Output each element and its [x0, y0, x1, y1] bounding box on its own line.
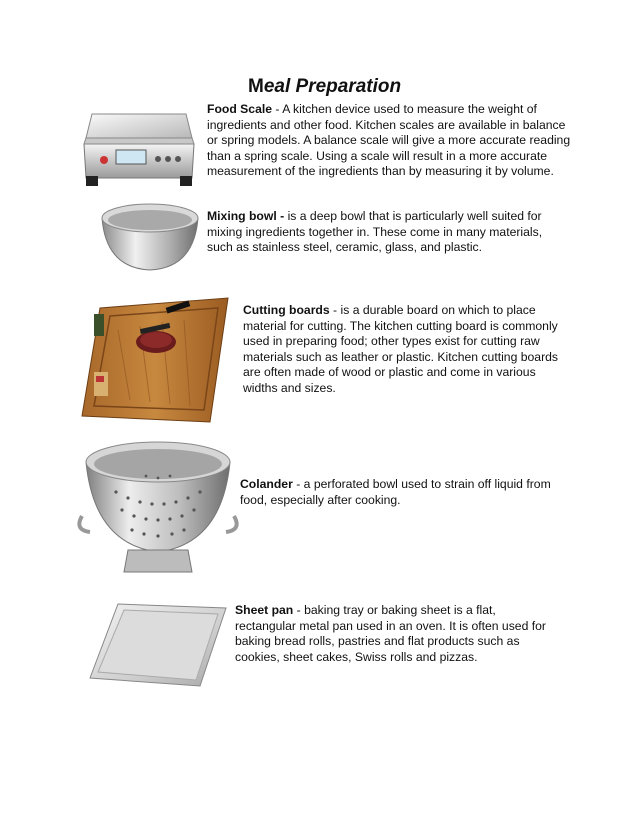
cutting-boards-term: Cutting boards — [243, 303, 330, 317]
mixing-bowl-text: is a deep bowl that is particularly well suited for mixing ingredients together in. These come in many materials, such as stainless steel, ceramic, glass, and plastic. — [207, 209, 543, 255]
item-sheet-pan: Sheet pan - baking tray or baking sheet is a flat, rectangular metal pan used in an oven. It is often used for baking bread rolls, pastries and flat products such as cookies, sheet cakes, Swiss rolls and pizzas. — [235, 603, 546, 664]
item-cutting-boards: Cutting boards - is a durable board on which to place material for cutting. The kitchen cutting board is commonly used in preparing food; other types exist for cutting raw materials such as leather or plastic. Kitchen cutting boards are often made of wood or plastic and come in various widths and sizes. — [243, 303, 559, 395]
colander-text: a perforated bowl used to strain off liquid from food, especially after cooking. — [240, 477, 551, 507]
food-scale-text: A kitchen device used to measure the weight of ingredients and other food. Kitchen scales are available in balance or spring models. A balance scale will give a more accurate reading than a spring scale. Using a scale will result in a more accurate measurement of the ingredients than by measuring it by volume. — [207, 102, 571, 179]
mixing-bowl-term: Mixing bowl - — [207, 209, 285, 223]
item-mixing-bowl — [207, 209, 552, 256]
colander-term: Colander — [240, 477, 293, 491]
mixing-bowl-illustration — [96, 198, 204, 276]
food-scale-illustration — [78, 104, 202, 190]
item-colander: Colander - a perforated bowl used to strain off liquid from food, especially after cooking. — [240, 477, 551, 507]
page-title — [248, 76, 401, 98]
sheet-pan-illustration — [88, 598, 228, 690]
item-food-scale: Food Scale - A kitchen device used to measure the weight of ingredients and other food. Kitchen scales are available in balance or spring models. A balance scale will give a more accurate reading than a spring scale. Using a scale will result in a more accurate measurement of the ingredients than by measuring it by volume. — [207, 102, 571, 179]
sheet-pan-term: Sheet pan — [235, 603, 294, 617]
page-title-rest: eal Preparation — [263, 76, 402, 97]
cutting-board-illustration — [80, 290, 230, 430]
colander-illustration — [76, 434, 240, 576]
food-scale-term: Food Scale — [207, 102, 273, 116]
page-title-initial: M — [248, 76, 264, 97]
cutting-boards-text: is a durable board on which to place material for cutting. The kitchen cutting board is commonly used in preparing food; other types exist for cutting raw materials such as leather or plastic. Kitchen cutting boards are often made of wood or plastic and come in various widths and sizes. — [243, 303, 559, 395]
sheet-pan-text: baking tray or baking sheet is a flat, rectangular metal pan used in an oven. It is often used for baking bread rolls, pastries and flat products such as cookies, sheet cakes, Swiss rolls and pizzas. — [235, 603, 546, 664]
